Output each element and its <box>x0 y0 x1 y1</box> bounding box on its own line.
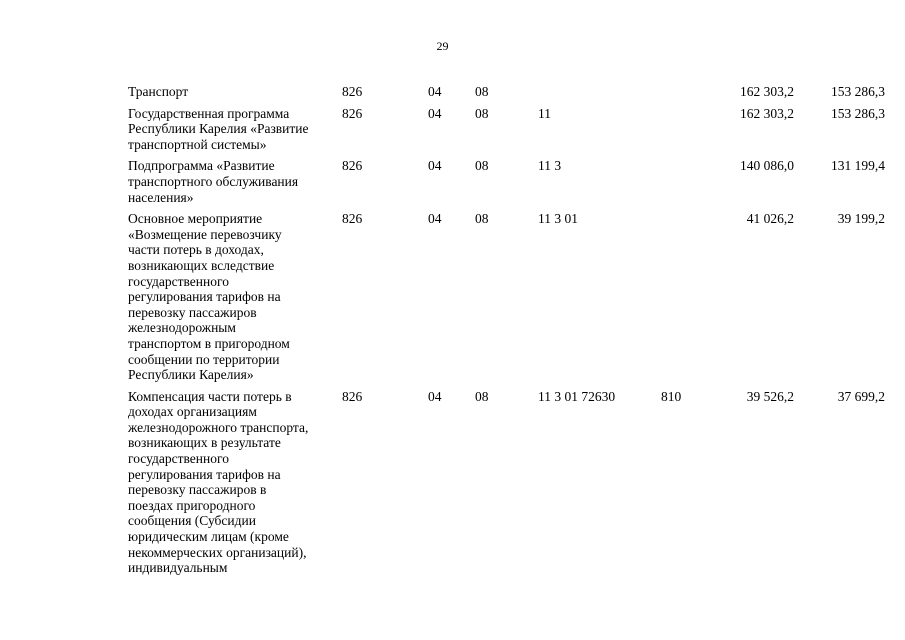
ministry-code: 826 <box>342 211 363 227</box>
target-article-code: 11 3 <box>538 158 562 174</box>
section-code: 04 <box>428 84 442 99</box>
row-name-line: регулирования тарифов на <box>128 466 281 482</box>
row-name <box>128 389 338 576</box>
row-name-line: «Возмещение перевозчику <box>128 226 282 242</box>
page-number: 29 <box>436 39 449 53</box>
row-name-line: железнодорожного транспорта, <box>128 419 309 435</box>
table-row <box>128 211 890 383</box>
row-name <box>128 106 338 153</box>
sum-year-2: 37 699,2 <box>837 388 885 404</box>
row-name-line: Республики Карелия» <box>128 367 254 383</box>
row-name-line: перевозку пассажиров <box>128 304 257 320</box>
row-name-line: возникающих вследствие <box>128 257 275 273</box>
table-row <box>128 158 890 205</box>
sum-year-1: 162 303,2 <box>740 105 794 121</box>
sum-year-1: 39 526,2 <box>746 388 794 404</box>
subsection-code: 08 <box>475 105 489 121</box>
sum-year-2: 131 199,4 <box>831 158 885 174</box>
row-name-line: государственного <box>128 273 229 289</box>
row-name-line: железнодорожным <box>128 320 236 336</box>
row-name-line: Основное мероприятие <box>128 211 263 227</box>
subsection-code: 08 <box>475 388 489 404</box>
row-name-line: перевозку пассажиров в <box>128 482 267 498</box>
target-article-code: 11 3 01 <box>538 211 578 227</box>
expense-kind-code: 810 <box>661 388 682 404</box>
row-name-line: юридическим лицам (кроме <box>128 529 289 545</box>
row-name <box>128 211 338 383</box>
row-name-line: индивидуальным <box>128 560 228 576</box>
budget-table <box>128 84 890 582</box>
subsection-code: 08 <box>475 84 489 99</box>
ministry-code: 826 <box>342 105 363 121</box>
row-name-line: Транспорт <box>128 84 189 99</box>
sum-year-2: 153 286,3 <box>831 105 885 121</box>
section-code: 04 <box>428 158 442 174</box>
row-name-line: некоммерческих организаций), <box>128 544 307 560</box>
row-name-line: Подпрограмма «Развитие <box>128 158 275 174</box>
table-row <box>128 389 890 576</box>
row-name-line: транспортной системы» <box>128 136 267 152</box>
sum-year-1: 140 086,0 <box>740 158 794 174</box>
row-name-line: Государственная программа <box>128 105 290 121</box>
row-name-line: части потерь в доходах, <box>128 242 264 258</box>
row-name-line: транспортного обслуживания <box>128 173 299 189</box>
row-name-line: поездах пригородного <box>128 497 256 513</box>
subsection-code: 08 <box>475 211 489 227</box>
row-name <box>128 158 338 205</box>
row-name-line: Компенсация части потерь в <box>128 388 292 404</box>
row-name-line: Республики Карелия «Развитие <box>128 121 309 137</box>
row-name-line: возникающих в результате <box>128 435 281 451</box>
sum-year-1: 41 026,2 <box>746 211 794 227</box>
row-name-line: государственного <box>128 451 229 467</box>
row-name <box>128 84 338 100</box>
subsection-code: 08 <box>475 158 489 174</box>
table-row <box>128 84 890 100</box>
section-code: 04 <box>428 105 442 121</box>
sum-year-2: 153 286,3 <box>831 84 885 99</box>
target-article-code: 11 <box>538 105 551 121</box>
row-name-line: сообщении по территории <box>128 351 280 367</box>
row-name-line: населения» <box>128 189 194 205</box>
ministry-code: 826 <box>342 158 363 174</box>
section-code: 04 <box>428 211 442 227</box>
sum-year-2: 39 199,2 <box>837 211 885 227</box>
sum-year-1: 162 303,2 <box>740 84 794 99</box>
section-code: 04 <box>428 388 442 404</box>
row-name-line: регулирования тарифов на <box>128 289 281 305</box>
ministry-code: 826 <box>342 388 363 404</box>
ministry-code: 826 <box>342 84 363 99</box>
table-row <box>128 106 890 153</box>
row-name-line: транспортом в пригородном <box>128 335 290 351</box>
row-name-line: доходах организациям <box>128 404 257 420</box>
target-article-code: 11 3 01 72630 <box>538 388 616 404</box>
row-name-line: сообщения (Субсидии <box>128 513 256 529</box>
